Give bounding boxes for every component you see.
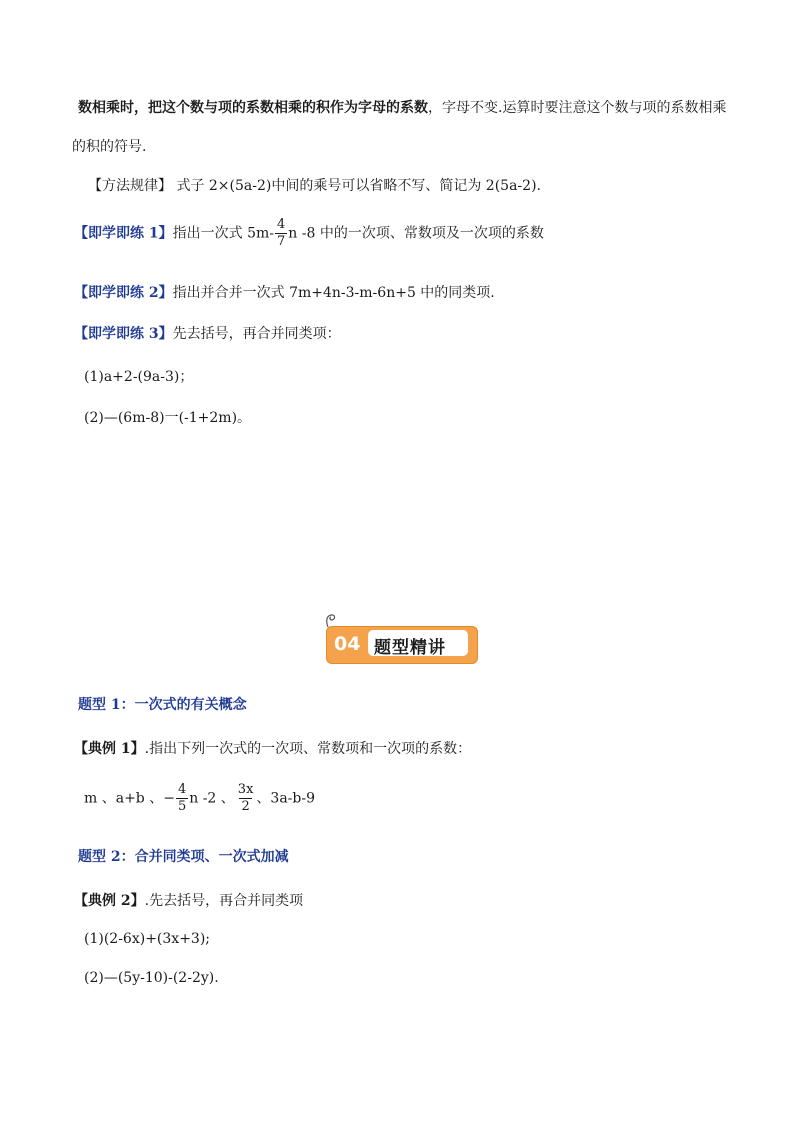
fraction-numerator: 4	[277, 217, 286, 232]
example-2-text: .先去括号，再合并同类项	[144, 893, 304, 909]
example-1-text: .指出下列一次式的一次项、常数项和一次项的系数：	[144, 741, 472, 757]
example-1-expressions	[84, 782, 315, 815]
example-2-item-1: (1)(2-6x)+(3x+3);	[84, 931, 211, 947]
expr-fraction-2	[236, 782, 256, 815]
method-rule	[88, 175, 541, 195]
practice-2-text: 指出并合并一次式 7m+4n-3-m-6n+5 中的同类项.	[172, 285, 495, 301]
practice-3	[74, 323, 341, 343]
fraction-denominator: 7	[277, 234, 286, 249]
fraction-numerator: 3x	[237, 782, 254, 797]
expr-part-2: n -2 、	[189, 790, 235, 807]
practice-3-label: 【即学即练 3】	[74, 326, 173, 342]
practice-2-label: 【即学即练 2】	[74, 285, 173, 301]
practice-3-item-2: (2)—(6m-8)一(-1+2m)。	[84, 410, 252, 426]
intro-line-2: 的积的符号.	[72, 139, 147, 155]
type-1-heading: 题型 1：一次式的有关概念	[78, 697, 247, 713]
expr-fraction-1	[176, 782, 188, 815]
banner-number: 04	[334, 633, 361, 655]
method-rule-text: 式子 2×(5a-2)中间的乘号可以省略不写、简记为 2(5a-2).	[176, 178, 541, 194]
practice-1-label: 【即学即练 1】	[74, 225, 173, 242]
practice-2	[74, 282, 495, 302]
intro-rest-text: ，字母不变.运算时要注意这个数与项的系数相乘	[428, 100, 727, 116]
intro-line-1	[78, 97, 726, 117]
section-banner	[326, 626, 478, 664]
method-rule-label: 【方法规律】	[88, 178, 172, 194]
practice-3-text: 先去括号，再合并同类项：	[172, 326, 341, 342]
practice-1-text-after: n -8 中的一次项、常数项及一次项的系数	[288, 225, 544, 242]
type-2-heading: 题型 2：合并同类项、一次式加减	[78, 849, 289, 865]
practice-1-text-before: 指出一次式 5m-	[172, 225, 274, 242]
example-1-label: 【典例 1】	[74, 741, 145, 757]
expr-part-1: m 、a+b 、−	[84, 790, 175, 807]
example-2	[74, 890, 303, 910]
practice-1-fraction	[275, 217, 287, 250]
example-2-label: 【典例 2】	[74, 893, 145, 909]
fraction-numerator: 4	[177, 782, 187, 797]
example-2-item-2: (2)—(5y-10)-(2-2y).	[84, 970, 219, 986]
fraction-denominator: 5	[177, 799, 187, 814]
fraction-denominator: 2	[241, 799, 250, 814]
banner-title: 题型精讲	[374, 638, 446, 658]
example-1	[74, 738, 471, 758]
intro-bold-text: 数相乘时，把这个数与项的系数相乘的积作为字母的系数	[78, 100, 428, 116]
expr-part-3: 、3a-b-9	[256, 790, 315, 807]
practice-3-item-1: (1)a+2-(9a-3)；	[84, 369, 194, 385]
practice-1	[74, 217, 544, 250]
